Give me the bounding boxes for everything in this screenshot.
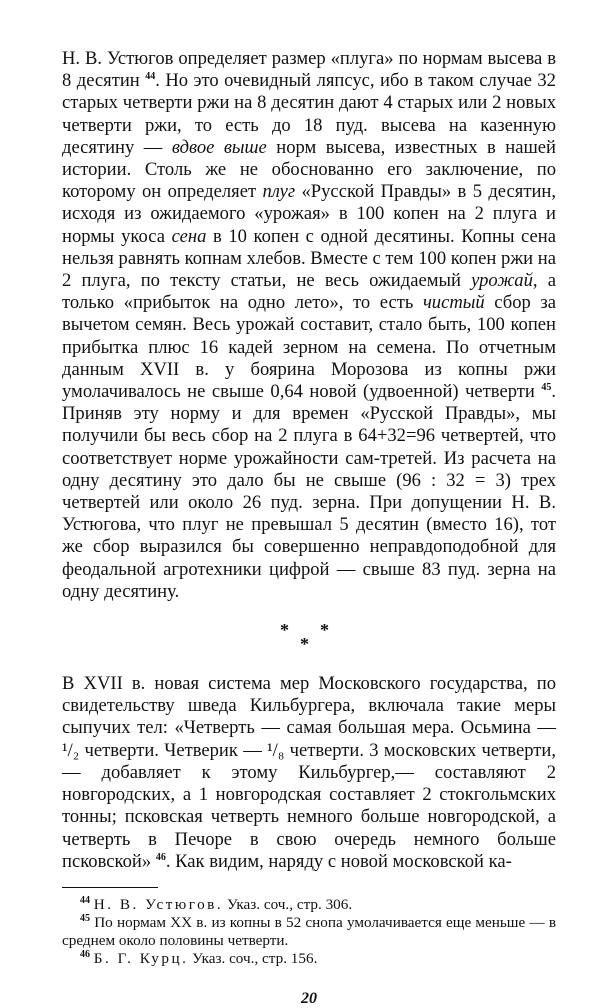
page-content	[62, 48, 556, 1008]
footnote-ref-44[interactable]: 44	[145, 71, 156, 83]
footnote-ref-46[interactable]: 46	[155, 851, 166, 863]
emphasis-text: вдвое выше	[171, 136, 267, 158]
asterisk-icon: *	[300, 634, 309, 655]
footnote-ref-45[interactable]: 45	[541, 381, 552, 393]
footnote-44: $^{44}$ Н. В. Устюгов. Указ. соч., стр. 306.	[80, 894, 353, 913]
footnote-divider	[62, 887, 158, 888]
asterisk-icon: *	[320, 620, 329, 641]
footnote-45: $^{45}$ По нормам XX в. из копны в 52 снопа умолачивается еще меньше — в среднем около половины четверти.	[62, 912, 557, 949]
emphasis-text: урожай	[471, 270, 533, 292]
footnotes	[62, 896, 556, 968]
paragraph-2-text: В XVII в. новая система мер Московского государства, по свидетельству шведа Кильбургера, включала такие меры сыпучих тел: «Четверть — самая большая мера. Осьмина — ¹/₂ четверти. Четверик — ¹/₈ четверти. 3 московских четверти,— добавляет к этому Кильбургер,— составляют 2 новгородских, а 1 новгородская составляет 2 стокгольмских тонны; псковская четверть немного больше новгородской, а четверть в Печоре в свою очередь немного больше псковской» $^{46}$. Как видим, наряду с новой московской ка-	[62, 673, 556, 872]
paragraph-2	[62, 673, 556, 873]
section-divider-asterisks	[62, 617, 556, 665]
emphasis-text: сена	[171, 225, 207, 247]
page-number: 20	[301, 989, 317, 1007]
footnote-46: $^{46}$ Б. Г. Курц. Указ. соч., стр. 156.	[80, 948, 318, 967]
emphasis-text: плуг	[262, 181, 296, 203]
paragraph-1-text: Н. В. Устюгов определяет размер «плуга» по нормам высева в 8 десятин $^{44}$. Но это очевидный ляпсус, ибо в таком случае 32 старых четверти ржи на 8 десятин дают 4 старых или 2 новых четверти ржи, то есть до 18 пуд. высева на казенную десятину — вдвое выше норм высева, известных в нашей истории. Столь же не обоснованно его заключение, по которому он определяет плуг «Русской Правды» в 5 десятин, исходя из ожидаемого «урожая» в 100 копен на 2 плуга и нормы укоса сена в 10 копен с одной десятины. Копны сена нельзя равнять копнам хлебов. Вместе с тем 100 копен ржи на 2 плуга, по тексту статьи, не весь ожидаемый урожай, а только «прибыток на одно лето», то есть чистый сбор за вычетом семян. Весь урожай составит, стало быть, 100 копен прибытка плюс 16 кадей зерном на семена. По отчетным данным XVII в. у боярина Морозова из копны ржи умолачивалось не свыше 0,64 новой (удвоенной) четверти $^{45}$. Приняв эту норму и для времен «Русской Правды», мы получили бы весь сбор на 2 плуга в 64+32=96 четвертей, что соответствует норме урожайности сам-третей. Из расчета на одну десятину это дало бы не свыше (96 : 32 = 3) трех четвертей или около 26 пуд. зерна. При допущении Н. В. Устюгова, что плуг не превышал 5 десятин (вместо 16), тот же сбор выразился бы совершенно неправдоподобной для феодальной агротехники цифрой — свыше 83 пуд. зерна на одну десятину.	[62, 48, 557, 602]
paragraph-1	[62, 48, 556, 603]
emphasis-text: чистый	[422, 292, 485, 314]
asterisk-icon: *	[280, 620, 289, 641]
